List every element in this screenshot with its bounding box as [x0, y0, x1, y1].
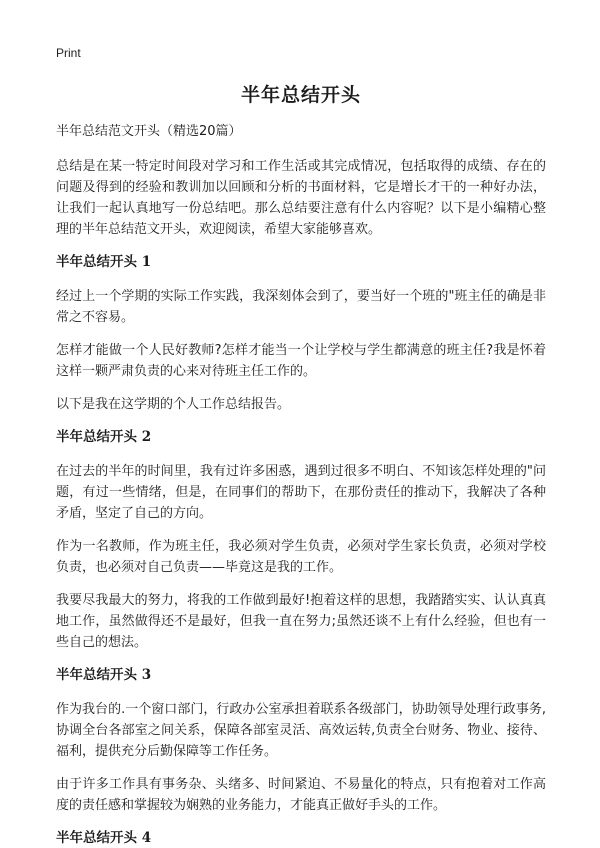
page-title: 半年总结开头: [240, 84, 361, 106]
section-paragraph: 我要尽我最大的努力，将我的工作做到最好!抱着这样的思想，我踏踏实实、认认真真地工作，虽然做得还不是最好，但我一直在努力;虽然还谈不上有什么经验，但也有一些自己的想法。: [56, 593, 546, 650]
section-paragraph: 作为我台的.一个窗口部门，行政办公室承担着联系各级部门，协助领导处理行政事务,协调全台各部室之间关系，保障各部室灵活、高效运转,负责全台财务、物业、接待、福利，提供充分后勤保障等工作任务。: [56, 702, 546, 759]
print-label: Print: [56, 46, 81, 60]
section-heading: 半年总结开头 3: [56, 667, 152, 683]
section-paragraph: 作为一名教师，作为班主任，我必须对学生负责，必须对学生家长负责，必须对学校负责，也必须对自己负责——毕竟这是我的工作。: [56, 539, 546, 575]
section-paragraph: 怎样才能做一个人民好教师?怎样才能当一个让学校与学生都满意的班主任?我是怀着这样一颗严肃负责的心来对待班主任工作的。: [56, 343, 546, 379]
intro-paragraph: 总结是在某一特定时间段对学习和工作生活或其完成情况，包括取得的成绩、存在的问题及得到的经验和教训加以回顾和分析的书面材料，它是增长才干的一种好办法，让我们一起认真地写一份总结吧。那么总结要注意有什么内容呢？以下是小编精心整理的半年总结范文开头，欢迎阅读，希望大家能够喜欢。: [56, 159, 546, 237]
section-paragraph: 在过去的半年的时间里，我有过许多困惑，遇到过很多不明白、不知该怎样处理的"问题，有过一些情绪，但是，在同事们的帮助下，在那份责任的推动下，我解决了各种矛盾，坚定了自己的方向。: [56, 464, 546, 521]
section-heading: 半年总结开头 4: [56, 830, 152, 846]
section-paragraph: 以下是我在这学期的个人工作总结报告。: [56, 397, 291, 412]
section-heading: 半年总结开头 1: [56, 254, 152, 270]
section-heading: 半年总结开头 2: [56, 429, 152, 445]
section-paragraph: 经过上一个学期的实际工作实践，我深刻体会到了，要当好一个班的"班主任的确是非常之不容易。: [56, 289, 546, 325]
document-subtitle: 半年总结范文开头（精选20篇）: [56, 124, 242, 139]
section-paragraph: 由于许多工作具有事务杂、头绪多、时间紧迫、不易量化的特点，只有抱着对工作高度的责任感和掌握较为娴熟的业务能力，才能真正做好手头的工作。: [56, 777, 546, 813]
